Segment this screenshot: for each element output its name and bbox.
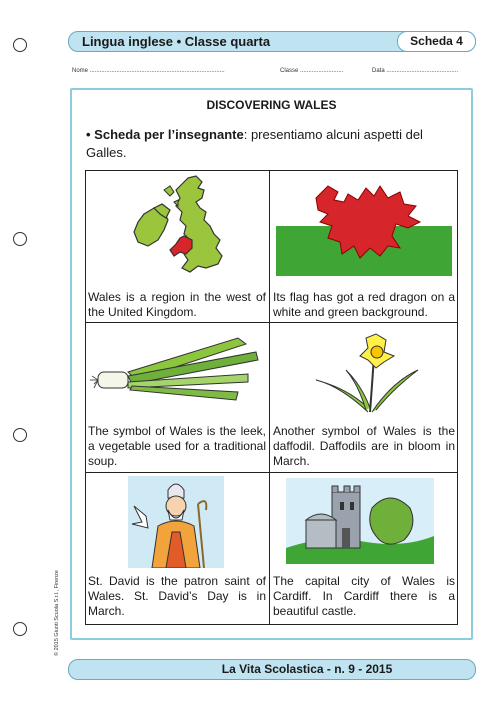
leek-icon xyxy=(88,330,264,410)
worksheet-number: Scheda 4 xyxy=(397,31,476,52)
intro-text xyxy=(86,126,458,162)
grid-divider xyxy=(269,170,270,625)
cell-caption: Its flag has got a red dragon on a white and green background. xyxy=(273,290,455,319)
date-field: Data ........................................... xyxy=(372,68,459,74)
intro-rest: : presentiamo alcuni aspetti del Galles. xyxy=(86,127,423,160)
intro-bold: • Scheda per l’insegnante xyxy=(86,127,244,142)
cell-caption: The symbol of Wales is the leek, a vegetable used for a traditional soup. xyxy=(88,424,266,468)
class-field: Classe .......................... xyxy=(280,68,344,74)
binder-hole xyxy=(13,622,27,636)
uk-map-icon xyxy=(130,174,240,282)
castle-icon xyxy=(286,478,434,564)
copyright-note: © 2015 Giunti Scuola S.r.l., Firenze xyxy=(54,570,60,656)
footer-bar: La Vita Scolastica - n. 9 - 2015 xyxy=(68,659,476,680)
cell-caption: Wales is a region in the west of the United Kingdom. xyxy=(88,290,266,319)
grid-divider xyxy=(85,472,458,473)
daffodil-icon xyxy=(300,326,430,416)
page-title: DISCOVERING WALES xyxy=(206,98,337,112)
welsh-flag-icon xyxy=(276,176,452,276)
binder-hole xyxy=(13,38,27,52)
binder-hole xyxy=(13,232,27,246)
saint-david-icon xyxy=(128,476,224,568)
cell-caption: Another symbol of Wales is the daffodil. Daffodils are in bloom in March. xyxy=(273,424,455,468)
grid-divider xyxy=(85,322,458,323)
cell-caption: St. David is the patron saint of Wales. St. David’s Day is in March. xyxy=(88,574,266,618)
cell-caption: The capital city of Wales is Cardiff. In Cardiff there is a beautiful castle. xyxy=(273,574,455,618)
name-field: Nome ................................................................................. xyxy=(72,68,225,74)
header-title: Lingua inglese • Classe quarta xyxy=(82,34,271,49)
binder-hole xyxy=(13,428,27,442)
